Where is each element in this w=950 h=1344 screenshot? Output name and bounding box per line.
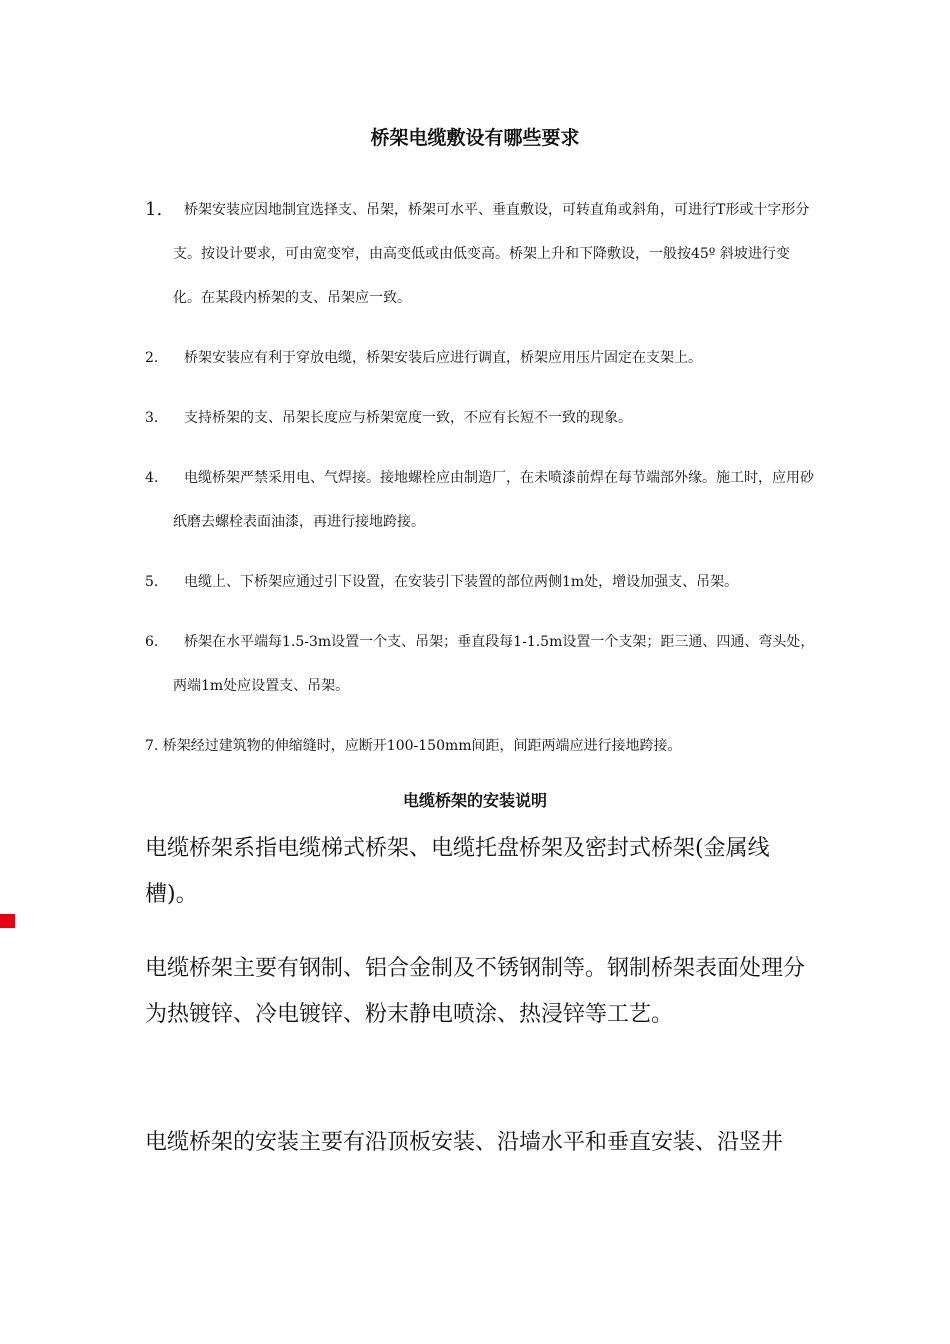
- list-item-number: 4.: [145, 470, 159, 486]
- list-item-text: 桥架安装应因地制宜选择支、吊架，桥架可水平、垂直敷设，可转直角或斜角，可进行T形或十字形分支。按设计要求，可由宽变窄，由高变低或由低变高。桥架上升和下降敷设，一般按45º 斜坡进行变化。在某段内桥架的支、吊架应一致。: [173, 202, 810, 306]
- list-item-text: 桥架安装应有利于穿放电缆，桥架安装后应进行调直，桥架应用压片固定在支架上。: [184, 350, 702, 366]
- paragraph-2: 电缆桥架主要有钢制、铝合金制及不锈钢制等。钢制桥架表面处理分为热镀锌、冷电镀锌、粉末静电喷涂、热浸锌等工艺。: [145, 956, 806, 1027]
- list-item-4: [145, 456, 815, 544]
- list-item-5: [145, 560, 815, 604]
- list-item-number: 3.: [145, 410, 159, 426]
- document-title: 桥架电缆敷设有哪些要求: [370, 127, 580, 149]
- list-item-1: [145, 188, 815, 320]
- section-subtitle: 电缆桥架的安装说明: [402, 791, 547, 810]
- list-item-6: [145, 620, 815, 708]
- list-item-number: 2.: [145, 350, 159, 366]
- paragraph-3: 电缆桥架的安装主要有沿顶板安装、沿墙水平和垂直安装、沿竖井: [145, 1130, 784, 1155]
- list-item-number: 1.: [145, 199, 163, 220]
- list-item-2: [145, 336, 815, 380]
- list-item-7: [145, 724, 815, 768]
- paragraph-1: 电缆桥架系指电缆梯式桥架、电缆托盘桥架及密封式桥架(金属线槽)。: [145, 836, 770, 907]
- list-item-number: 5.: [145, 574, 159, 590]
- list-item-text: 电缆上、下桥架应通过引下设置，在安装引下装置的部位两侧1m处，增设加强支、吊架。: [184, 574, 739, 590]
- requirements-list: [145, 188, 815, 768]
- list-item-text: 桥架在水平端每1.5-3m设置一个支、吊架；垂直段每1-1.5m设置一个支架；距三通、四通、弯头处，两端1m处应设置支、吊架。: [173, 634, 815, 694]
- list-item-text: 7. 桥架经过建筑物的伸缩缝时，应断开100-150mm间距，间距两端应进行接地跨接。: [145, 738, 682, 754]
- red-edge-marker: [0, 914, 15, 928]
- list-item-text: 电缆桥架严禁采用电、气焊接。接地螺栓应由制造厂，在未喷漆前焊在每节端部外缘。施工时，应用砂纸磨去螺栓表面油漆，再进行接地跨接。: [173, 470, 814, 530]
- list-item-3: [145, 396, 815, 440]
- list-item-text: 支持桥架的支、吊架长度应与桥架宽度一致，不应有长短不一致的现象。: [184, 410, 632, 426]
- list-item-number: 6.: [145, 634, 159, 650]
